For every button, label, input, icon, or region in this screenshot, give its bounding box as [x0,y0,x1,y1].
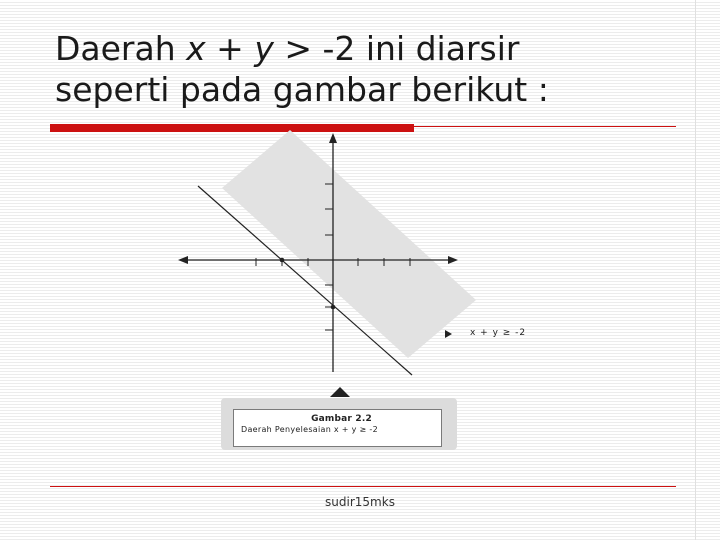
figure-caption [233,409,442,447]
title-text-1: Daerah [55,29,187,68]
label-pointer-arrow [445,330,452,338]
title-line-2: seperti pada gambar berikut : [55,70,549,109]
title-var-x: x [186,29,206,68]
x-axis-arrow-left [178,256,188,264]
footer-divider [50,486,676,487]
footer-text: sudir15mks [325,495,395,509]
shaded-region [222,130,476,358]
title-var-y: y [254,29,274,68]
title-text-2: > -2 ini diarsir [273,29,520,68]
x-axis-arrow-right [448,256,458,264]
x-intercept-point [280,258,285,263]
inequality-label: x + y ≥ -2 [470,328,527,338]
y-axis-arrow-top [329,133,337,143]
title-plus: + [205,29,255,68]
caption-subtitle: Daerah Penyelesaian x + y ≥ -2 [241,425,378,434]
caption-pointer-icon [330,387,350,397]
caption-title: Gambar 2.2 [311,414,372,424]
y-intercept-point [331,305,336,310]
